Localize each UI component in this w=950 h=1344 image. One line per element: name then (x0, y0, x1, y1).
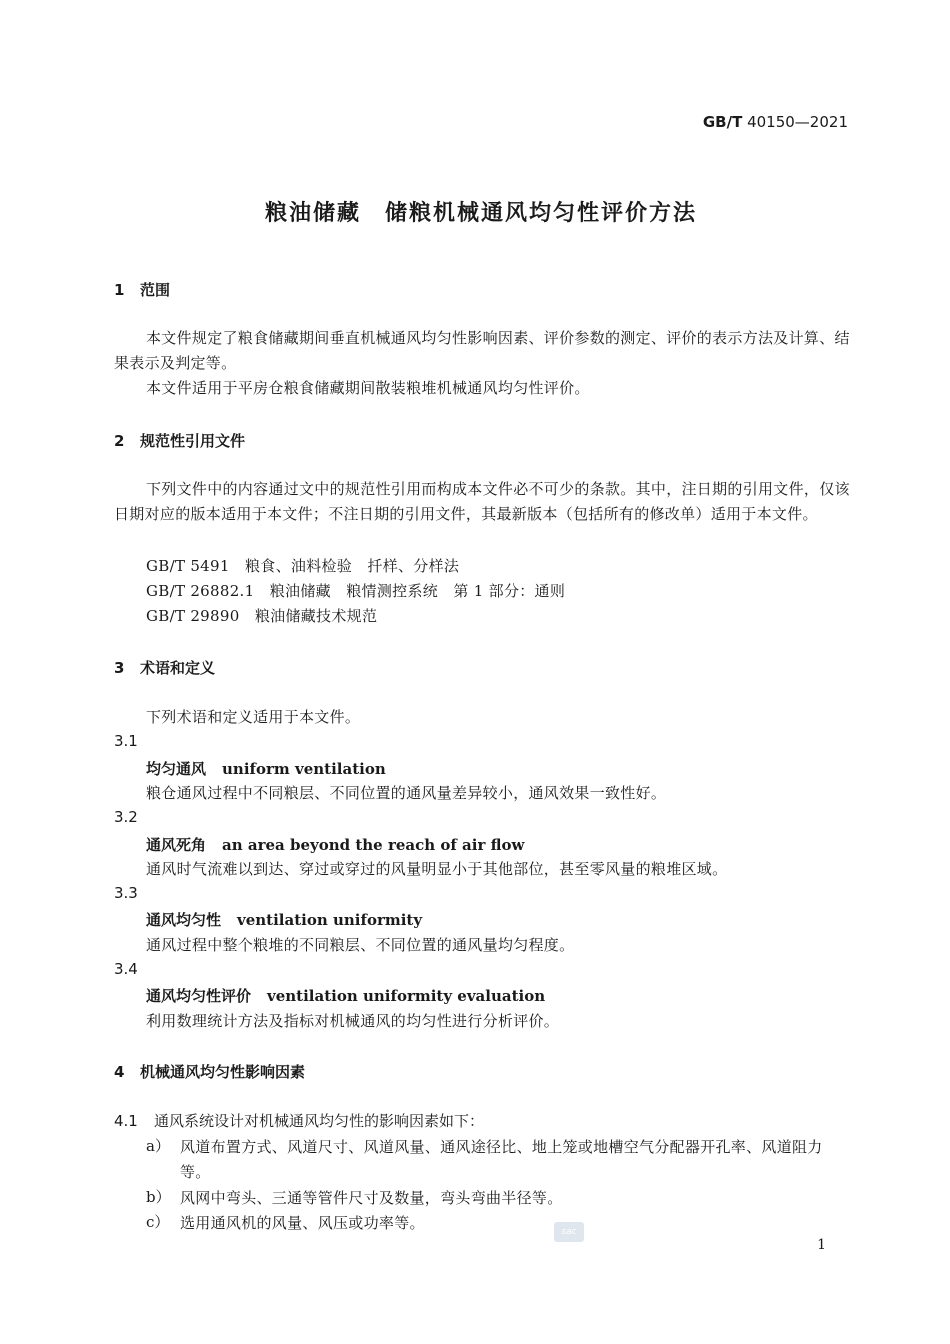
reference-item: GB/T 29890 粮油储藏技术规范 (146, 607, 378, 625)
section-number: 1 (114, 281, 125, 299)
term-definition: 通风时气流难以到达、穿过或穿过的风量明显小于其他部位，甚至零风量的粮堆区域。 (146, 860, 728, 878)
list-item-label: b） (146, 1188, 171, 1206)
section-number: 2 (114, 432, 125, 450)
subsection-text: 通风系统设计对机械通风均匀性的影响因素如下： (154, 1112, 485, 1130)
section-number: 4 (114, 1063, 125, 1081)
page-number: 1 (817, 1237, 826, 1253)
section-title: 术语和定义 (140, 659, 216, 677)
section-title: 规范性引用文件 (140, 432, 246, 450)
term-heading (146, 909, 422, 930)
term-en: uniform ventilation (222, 760, 386, 778)
term-heading (146, 758, 386, 779)
document-title: 粮油储藏 储粮机械通风均匀性评价方法 (264, 201, 697, 226)
reference-item: GB/T 26882.1 粮油储藏 粮情测控系统 第 1 部分：通则 (146, 582, 566, 600)
term-definition: 粮仓通风过程中不同粮层、不同位置的通风量差异较小，通风效果一致性好。 (146, 784, 667, 802)
section-3-heading (114, 657, 215, 678)
term-number: 3.4 (114, 960, 138, 978)
list-item-label: c） (146, 1213, 170, 1231)
section-title: 范围 (140, 281, 171, 299)
code-number: 40150—2021 (747, 113, 848, 131)
section-3-intro: 下列术语和定义适用于本文件。 (146, 708, 361, 726)
reference-item: GB/T 5491 粮食、油料检验 扦样、分样法 (146, 557, 460, 575)
code-prefix: GB/T (702, 113, 743, 131)
standard-code (703, 113, 848, 131)
term-en: ventilation uniformity (237, 911, 423, 929)
term-definition: 通风过程中整个粮堆的不同粮层、不同位置的通风量均匀程度。 (146, 936, 575, 954)
term-number: 3.3 (114, 884, 138, 902)
section-2-paragraph-1: 下列文件中的内容通过文中的规范性引用而构成本文件必不可少的条款。其中，注日期的引用文件，仅该日期对应的版本适用于本文件；不注日期的引用文件，其最新版本（包括所有的修改单）适用于本文件。 (114, 480, 850, 523)
term-heading (146, 985, 545, 1006)
list-item-label: a） (146, 1137, 170, 1155)
section-2-heading (114, 430, 245, 451)
term-zh: 通风死角 (146, 836, 207, 854)
list-item-text: 风道布置方式、风道尺寸、风道风量、通风途径比、地上笼或地槽空气分配器开孔率、风道阻力等。 (180, 1138, 823, 1181)
term-number: 3.2 (114, 808, 138, 826)
section-title: 机械通风均匀性影响因素 (140, 1063, 306, 1081)
list-item-text: 风网中弯头、三通等管件尺寸及数量，弯头弯曲半径等。 (180, 1189, 563, 1207)
term-en: ventilation uniformity evaluation (267, 987, 546, 1005)
subsection-number: 4.1 (114, 1112, 138, 1130)
section-4-heading (114, 1061, 305, 1082)
sac-logo-icon: sac (554, 1222, 584, 1242)
term-zh: 均匀通风 (146, 760, 207, 778)
term-definition: 利用数理统计方法及指标对机械通风的均匀性进行分析评价。 (146, 1012, 560, 1030)
section-1-heading (114, 279, 170, 300)
list-item-text: 选用通风机的风量、风压或功率等。 (180, 1214, 425, 1232)
term-en: an area beyond the reach of air flow (222, 836, 525, 854)
term-zh: 通风均匀性 (146, 911, 222, 929)
term-number: 3.1 (114, 732, 138, 750)
subsection-4-1 (114, 1110, 484, 1131)
section-number: 3 (114, 659, 125, 677)
section-1-paragraph-1: 本文件规定了粮食储藏期间垂直机械通风均匀性影响因素、评价参数的测定、评价的表示方法及计算、结果表示及判定等。 (114, 329, 850, 372)
section-1-paragraph-2: 本文件适用于平房仓粮食储藏期间散装粮堆机械通风均匀性评价。 (146, 379, 590, 397)
term-zh: 通风均匀性评价 (146, 987, 252, 1005)
term-heading (146, 834, 524, 855)
